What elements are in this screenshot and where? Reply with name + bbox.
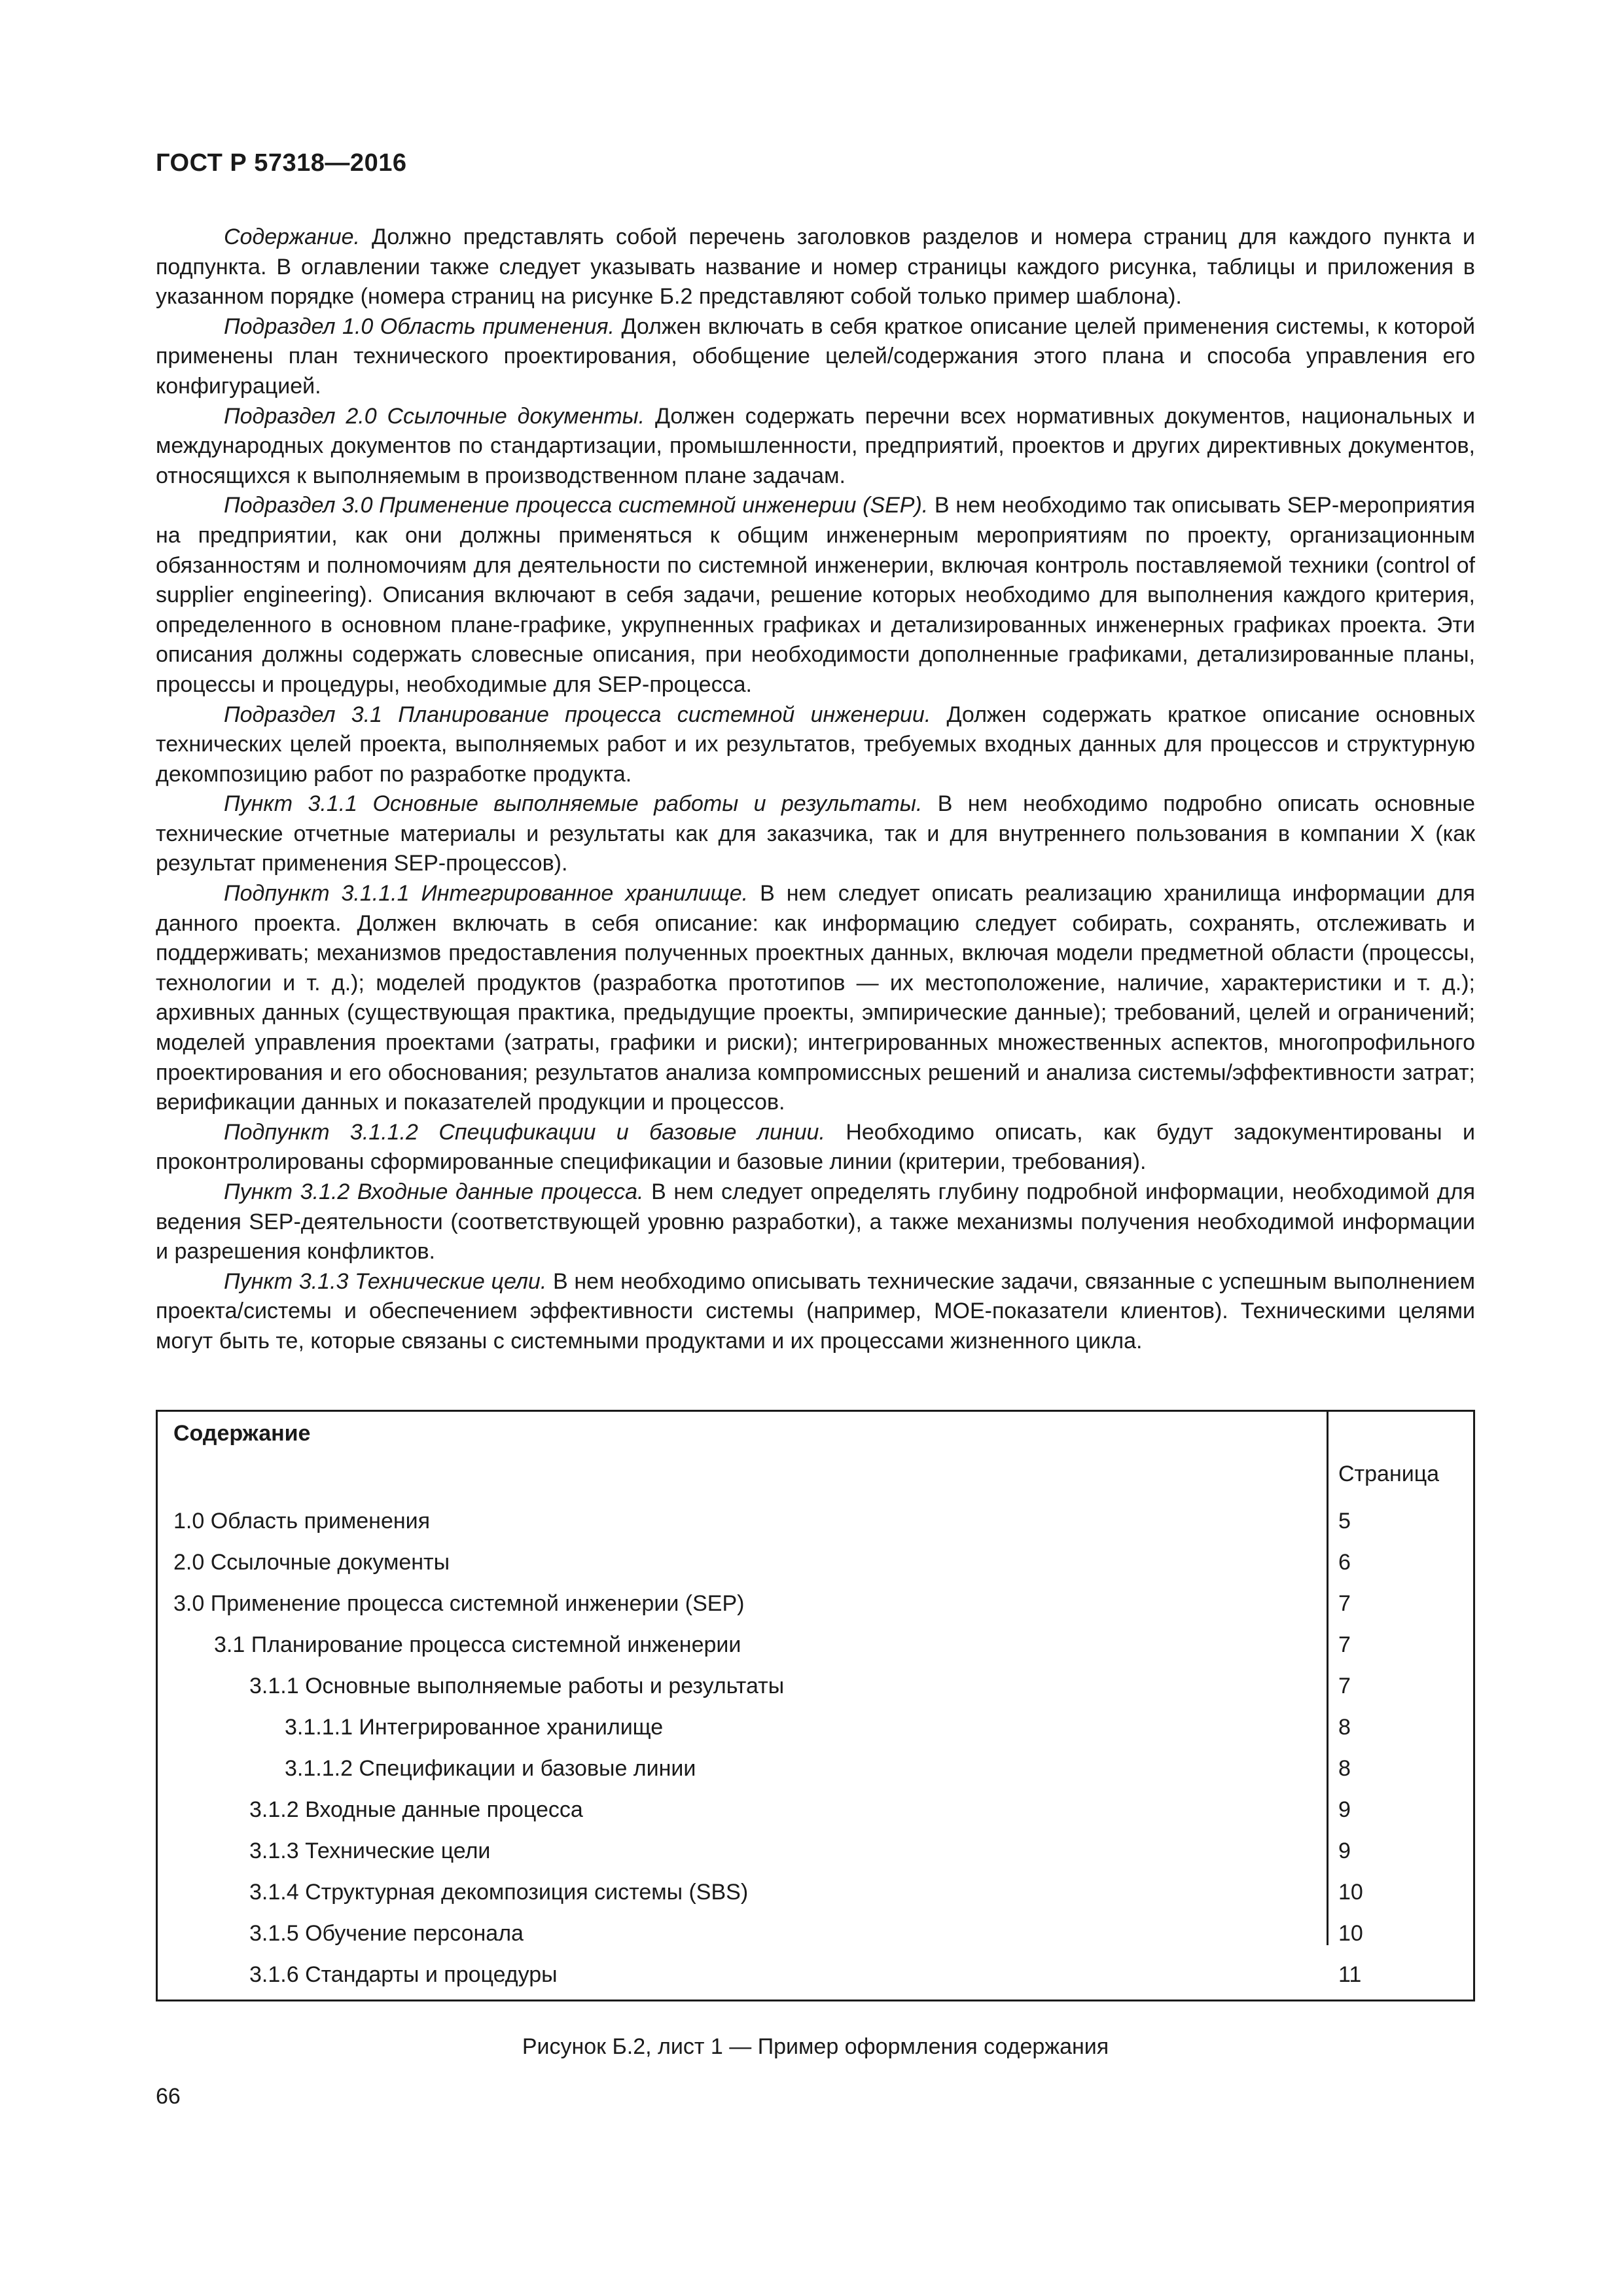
toc-entry-page: 6: [1338, 1550, 1351, 1575]
toc-entry-page: 5: [1338, 1509, 1351, 1534]
page-number: 66: [156, 2084, 181, 2109]
paragraph-text: Должен содержать краткое описание основных технических целей проекта, выполняемых работ и их результатов, требуемых входных данных для процессов и структурную декомпозицию работ по разработке продукта.: [156, 702, 1475, 787]
paragraph-text: В нем необходимо описывать технические задачи, связанные с успешным выполнением проекта/системы и обеспечением эффективности системы (например, МОЕ-показатели клиентов). Техническими целями могут быть те, которые связаны с системными продуктами и их процессами жизненного цикла.: [156, 1268, 1475, 1354]
paragraph-text: В нем следует определять глубину подробной информации, необходимой для ведения SEP-деятельности (соответствующей уровню разработки), а также механизмы получения необходимой информации и разрешения конфликтов.: [156, 1179, 1476, 1265]
toc-row: [158, 1624, 1473, 1666]
toc-entry-page: 8: [1338, 1756, 1351, 1781]
paragraph-text: Необходимо описать, как будут задокументированы и проконтролированы сформированные спецификации и базовые линии (критерии, требования).: [156, 1119, 1475, 1175]
toc-page-header: Страница: [1338, 1462, 1440, 1486]
paragraph-lead: Пункт 3.1.3 Технические цели.: [224, 1268, 547, 1294]
body-text: [156, 223, 1475, 1357]
toc-entry-label: 3.1.5 Обучение персонала: [249, 1921, 524, 1946]
toc-entry-page: 10: [1338, 1921, 1363, 1946]
toc-entry-label: 3.1.2 Входные данные процесса: [249, 1797, 583, 1822]
toc-entry-label: 3.1.1 Основные выполняемые работы и результаты: [249, 1674, 785, 1698]
paragraph: [156, 312, 1475, 402]
document-code: ГОСТ Р 57318—2016: [156, 149, 407, 177]
paragraph-text: В нем следует описать реализацию хранилища информации для данного проекта. Должен включать в себя описание: как информацию следует собирать, сохранять, отслеживать и поддерживать; механизмов предоставления полученных проектных данных, включая модели предметной области (процессы, технологии и т. д.); моделей продуктов (разработка прототипов — их местоположение, наличие, характеристики и т. д.); архивных данных (существующая практика, предыдущие проекты, эмпирические данные); требований, целей и ограничений; моделей управления проектами (затраты, графики и риски); интегрированных множественных аспектов, многопрофильного проектирования и его обоснования; результатов анализа компромиссных решений и анализа системы/эффективности затрат; верификации данных и показателей продукции и процессов.: [156, 881, 1475, 1115]
toc-row: [158, 1913, 1473, 1954]
paragraph-lead: Подраздел 3.0 Применение процесса системной инженерии (SEP).: [224, 493, 929, 518]
toc-entry-page: 7: [1338, 1591, 1351, 1616]
toc-entry-page: 7: [1338, 1674, 1351, 1698]
toc-entry-label: 3.1.4 Структурная декомпозиция системы (SBS): [249, 1880, 749, 1905]
toc-row: [158, 1831, 1473, 1872]
toc-entry-page: 7: [1338, 1632, 1351, 1657]
paragraph: [156, 1118, 1475, 1177]
paragraph-text: Должно представлять собой перечень заголовков разделов и номера страниц для каждого пункта и подпункта. В оглавлении также следует указывать название и номер страницы каждого рисунка, таблицы и приложения в указанном порядке (номера страниц на рисунке Б.2 представляют собой только пример шаблона).: [156, 224, 1475, 310]
toc-entry-page: 8: [1338, 1715, 1351, 1740]
paragraph-lead: Подпункт 3.1.1.1 Интегрированное хранилище.: [224, 881, 749, 906]
figure-caption: Рисунок Б.2, лист 1 — Пример оформления содержания: [522, 2034, 1109, 2059]
toc-entry-label: 1.0 Область применения: [173, 1509, 431, 1534]
toc-row: [158, 1954, 1473, 1996]
toc-row: [158, 1707, 1473, 1748]
toc-row: [158, 1748, 1473, 1789]
paragraph-lead: Пункт 3.1.1 Основные выполняемые работы и результаты.: [224, 791, 923, 817]
paragraph: [156, 879, 1475, 1118]
paragraph: [156, 1267, 1475, 1357]
toc-row: [158, 1542, 1473, 1583]
toc-entry-label: 3.0 Применение процесса системной инженерии (SEP): [173, 1591, 745, 1616]
paragraph: [156, 223, 1475, 312]
paragraph-text: В нем необходимо так описывать SEP-мероприятия на предприятии, как они должны применяться к общим инженерным мероприятиям по проекту, организационным обязанностям и полномочиям для деятельности по системной инженерии, включая контроль поставляемой техники (control of supplier engineering). Описания включают в себя задачи, решение которых необходимо для выполнения каждого критерия, определенного в основном плане-графике, укрупненных графиках и детализированных инженерных графиках проекта. Эти описания должны содержать словесные описания, при необходимости дополненные графиками, детализированные планы, процессы и процедуры, необходимые для SEP-процесса.: [156, 493, 1475, 697]
paragraph-lead: Подраздел 2.0 Ссылочные документы.: [224, 403, 645, 429]
toc-entry-label: 3.1.6 Стандарты и процедуры: [249, 1962, 558, 1987]
toc-entry-label: 2.0 Ссылочные документы: [173, 1550, 450, 1575]
paragraph-text: Должен содержать перечни всех нормативных документов, национальных и международных документов по стандартизации, промышленности, предприятий, проектов и других директивных документов, относящихся к выполняемым в производственном плане задачам.: [156, 403, 1475, 488]
toc-entry-page: 9: [1338, 1797, 1351, 1822]
toc-entry-label: 3.1.3 Технические цели: [249, 1839, 491, 1863]
toc-entry-page: 11: [1338, 1962, 1362, 1987]
paragraph-lead: Пункт 3.1.2 Входные данные процесса.: [224, 1179, 644, 1204]
toc-row: [158, 1789, 1473, 1831]
paragraph: [156, 1177, 1475, 1267]
toc-figure: [156, 1410, 1475, 2001]
paragraph-text: В нем необходимо подробно описать основные технические отчетные материалы и результаты как для заказчика, так и для внутреннего пользования в компании X (как результат применения SEP-процессов).: [156, 791, 1476, 876]
toc-entry-label: 3.1.1.1 Интегрированное хранилище: [285, 1715, 664, 1740]
toc-row: [158, 1583, 1473, 1624]
paragraph-lead: Подраздел 1.0 Область применения.: [224, 314, 615, 339]
paragraph-lead: Содержание.: [224, 224, 360, 249]
toc-entry-label: 3.1 Планирование процесса системной инженерии: [214, 1632, 741, 1657]
paragraph: [156, 491, 1475, 700]
toc-row: [158, 1872, 1473, 1913]
paragraph-lead: Подраздел 3.1 Планирование процесса системной инженерии.: [224, 702, 931, 727]
toc-entry-page: 9: [1338, 1839, 1351, 1863]
paragraph: [156, 402, 1475, 492]
paragraph: [156, 700, 1475, 790]
toc-entry-label: 3.1.1.2 Спецификации и базовые линии: [285, 1756, 696, 1781]
paragraph-text: Должен включать в себя краткое описание целей применения системы, к которой применены план технического проектирования, обобщение целей/содержания этого плана и способа управления его конфигурацией.: [156, 314, 1475, 399]
toc-row: [158, 1501, 1473, 1542]
paragraph-lead: Подпункт 3.1.1.2 Спецификации и базовые линии.: [224, 1119, 825, 1145]
toc-entry-page: 10: [1338, 1880, 1363, 1905]
toc-title: Содержание: [173, 1421, 311, 1446]
toc-row: [158, 1666, 1473, 1707]
paragraph: [156, 789, 1475, 879]
